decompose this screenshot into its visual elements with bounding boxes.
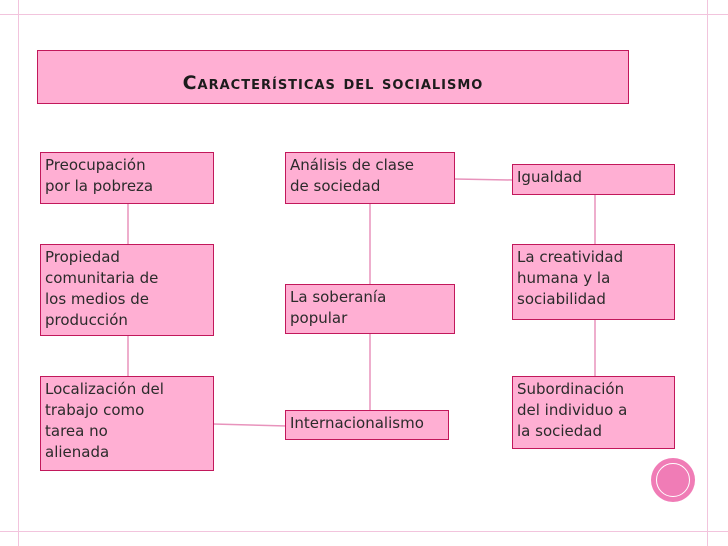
connector-localizacion-internacionalismo	[213, 424, 287, 426]
decorative-circle	[651, 458, 695, 502]
box-preocupacion-pobreza: Preocupación por la pobreza	[40, 152, 214, 204]
title-banner	[37, 50, 629, 104]
box-igualdad: Igualdad	[512, 164, 675, 195]
box-soberania-popular: La soberanía popular	[285, 284, 455, 334]
connector-analisis-igualdad	[455, 179, 512, 180]
box-localizacion-trabajo: Localización del trabajo como tarea no alienada	[40, 376, 214, 471]
box-propiedad-comunitaria: Propiedad comunitaria de los medios de producción	[40, 244, 214, 336]
box-analisis-clase: Análisis de clase de sociedad	[285, 152, 455, 204]
box-subordinacion-individuo: Subordinación del individuo a la sociedad	[512, 376, 675, 449]
box-creatividad-humana: La creatividad humana y la sociabilidad	[512, 244, 675, 320]
page-title: Características del socialismo	[182, 72, 484, 94]
box-internacionalismo: Internacionalismo	[285, 410, 449, 440]
